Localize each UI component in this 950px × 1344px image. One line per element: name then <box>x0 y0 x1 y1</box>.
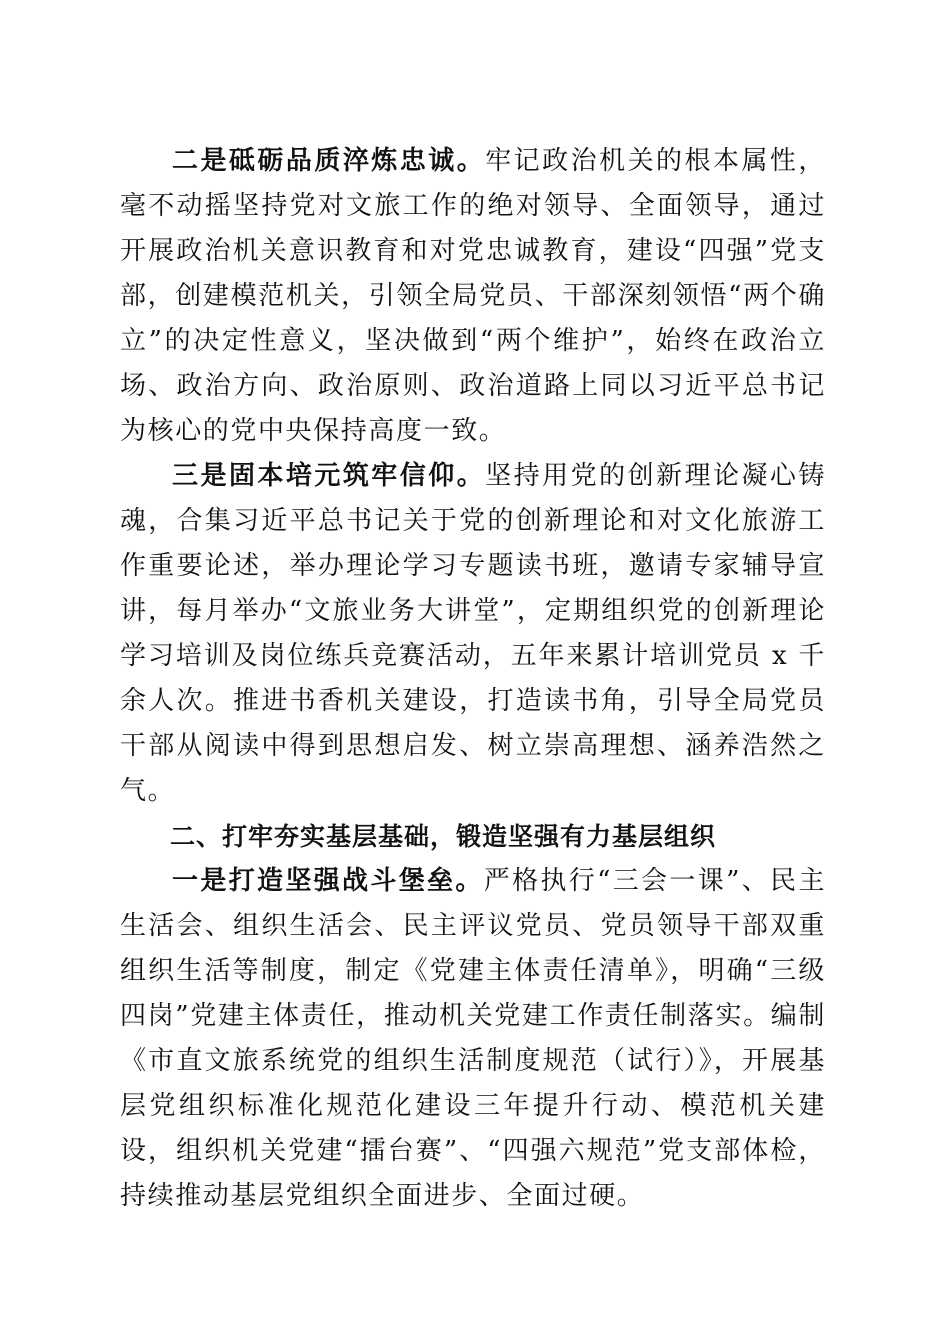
document-page <box>120 139 826 1219</box>
paragraph-loyalty <box>120 139 826 454</box>
section-heading: 二、打牢夯实基层基础，锻造坚强有力基层组织 <box>170 822 717 851</box>
paragraph-lead: 三是固本培元筑牢信仰。 <box>172 461 486 491</box>
paragraph-body: 严格执行“三会一课”、民主生活会、组织生活会、民主评议党员、党员领导干部双重组织生活等制度，制定《党建主体责任清单》，明确“三级四岗”党建主体责任，推动机关党建工作责任制落实。编制《市直文旅系统党的组织生活制度规范（试行）》，开展基层党组织标准化规范化建设三年提升行动、模范机关建设，组织机关党建“擂台赛”、“四强六规范”党支部体检，持续推动基层党组织全面进步、全面过硬。 <box>120 866 826 1211</box>
paragraph-lead: 二是砥砺品质淬炼忠诚。 <box>172 146 486 176</box>
paragraph-faith <box>120 454 826 814</box>
paragraph-body: 牢记政治机关的根本属性，毫不动摇坚持党对文旅工作的绝对领导、全面领导，通过开展政治机关意识教育和对党忠诚教育，建设“四强”党支部，创建模范机关，引领全局党员、干部深刻领悟“两个确立”的决定性意义，坚决做到“两个维护”，始终在政治立场、政治方向、政治原则、政治道路上同以习近平总书记为核心的党中央保持高度一致。 <box>120 146 826 446</box>
paragraph-fortress <box>120 859 826 1219</box>
paragraph-body: 坚持用党的创新理论凝心铸魂，合集习近平总书记关于党的创新理论和对文化旅游工作重要论述，举办理论学习专题读书班，邀请专家辅导宣讲，每月举办“文旅业务大讲堂”，定期组织党的创新理论学习培训及岗位练兵竞赛活动，五年来累计培训党员 x 千余人次。推进书香机关建设，打造读书角，引导全局党员干部从阅读中得到思想启发、树立崇高理想、涵养浩然之气。 <box>120 461 826 806</box>
paragraph-lead: 一是打造坚强战斗堡垒。 <box>172 866 484 896</box>
